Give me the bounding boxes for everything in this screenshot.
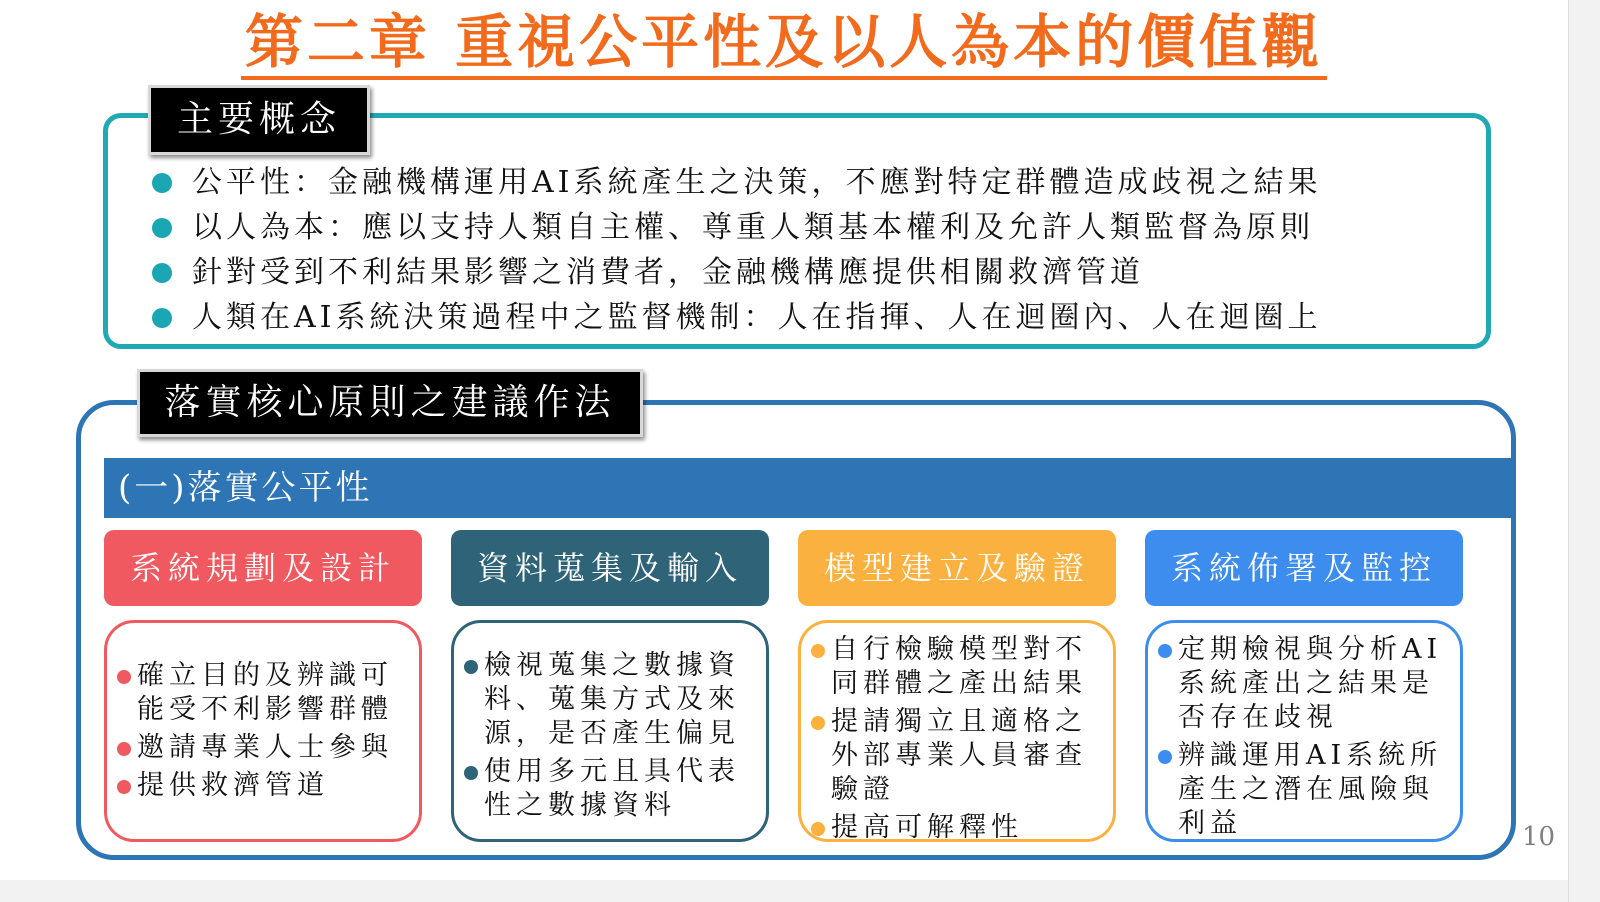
concept-item-text: 人類在AI系統決策過程中之監督機制：人在指揮、人在迴圈內、人在迴圈上	[192, 300, 1322, 335]
bullet-dot-icon	[1158, 644, 1172, 658]
column-item-text: 定期檢視與分析AI系統產出之結果是否存在歧視	[1178, 634, 1443, 733]
column-list	[462, 649, 758, 823]
column-item-text: 提供救濟管道	[137, 770, 329, 801]
column-item-text: 使用多元且具代表性之數據資料	[484, 756, 740, 821]
slide-title	[0, 6, 1568, 78]
column-item-text: 辨識運用AI系統所產生之潛在風險與利益	[1178, 740, 1443, 839]
column-item-text: 自行檢驗模型對不同群體之產出結果	[831, 634, 1087, 699]
column-heading-model-validation: 模型建立及驗證	[798, 530, 1116, 606]
concept-item	[152, 250, 1482, 295]
column-box-system-design	[104, 620, 422, 842]
column-item	[115, 769, 411, 803]
bullet-dot-icon	[1158, 750, 1172, 764]
key-concepts-tag: 主要概念	[148, 85, 370, 155]
concept-item-text: 公平性：金融機構運用AI系統產生之決策，不應對特定群體造成歧視之結果	[192, 165, 1322, 200]
slide-title-text: 第二章 重視公平性及以人為本的價值觀	[241, 8, 1327, 80]
column-heading-data-collection: 資料蒐集及輸入	[451, 530, 769, 606]
column-list	[115, 659, 411, 803]
page-number: 10	[1522, 822, 1556, 852]
column-item	[809, 811, 1105, 845]
column-list	[809, 633, 1105, 845]
column-list	[1156, 633, 1452, 841]
bullet-dot-icon	[464, 766, 478, 780]
concept-item-text: 以人為本：應以支持人類自主權、尊重人類基本權利及允許人類監督為原則	[192, 210, 1314, 245]
recommended-practices-tag: 落實核心原則之建議作法	[137, 369, 643, 437]
column-item	[115, 659, 411, 727]
column-item	[1156, 633, 1452, 735]
column-heading-deployment-monitoring: 系統佈署及監控	[1145, 530, 1463, 606]
column-item	[809, 705, 1105, 807]
concept-item	[152, 205, 1482, 250]
column-item-text: 提請獨立且適格之外部專業人員審查驗證	[831, 706, 1087, 805]
column-item	[462, 649, 758, 751]
column-heading-system-design: 系統規劃及設計	[104, 530, 422, 606]
bullet-dot-icon	[152, 308, 172, 328]
section-heading-bar: (一)落實公平性	[104, 458, 1516, 518]
column-item-text: 檢視蒐集之數據資料、蒐集方式及來源，是否產生偏見	[484, 650, 740, 749]
column-item-text: 邀請專業人士參與	[137, 732, 393, 763]
concept-item	[152, 160, 1482, 205]
bullet-dot-icon	[152, 173, 172, 193]
bullet-dot-icon	[811, 644, 825, 658]
viewer-bottom-strip	[0, 880, 1568, 902]
column-item	[462, 755, 758, 823]
column-box-deployment-monitoring	[1145, 620, 1463, 842]
column-item	[1156, 739, 1452, 841]
viewer-scrollbar[interactable]	[1568, 0, 1600, 902]
bullet-dot-icon	[117, 780, 131, 794]
concept-item-text: 針對受到不利結果影響之消費者，金融機構應提供相關救濟管道	[192, 255, 1144, 290]
bullet-dot-icon	[152, 218, 172, 238]
bullet-dot-icon	[464, 660, 478, 674]
bullet-dot-icon	[811, 822, 825, 836]
key-concepts-list	[152, 160, 1482, 340]
concept-item	[152, 295, 1482, 340]
bullet-dot-icon	[811, 716, 825, 730]
column-item	[115, 731, 411, 765]
column-item-text: 提高可解釋性	[831, 812, 1023, 843]
column-item	[809, 633, 1105, 701]
bullet-dot-icon	[117, 742, 131, 756]
bullet-dot-icon	[117, 670, 131, 684]
column-box-model-validation	[798, 620, 1116, 842]
bullet-dot-icon	[152, 263, 172, 283]
column-box-data-collection	[451, 620, 769, 842]
column-item-text: 確立目的及辨識可能受不利影響群體	[137, 660, 393, 725]
